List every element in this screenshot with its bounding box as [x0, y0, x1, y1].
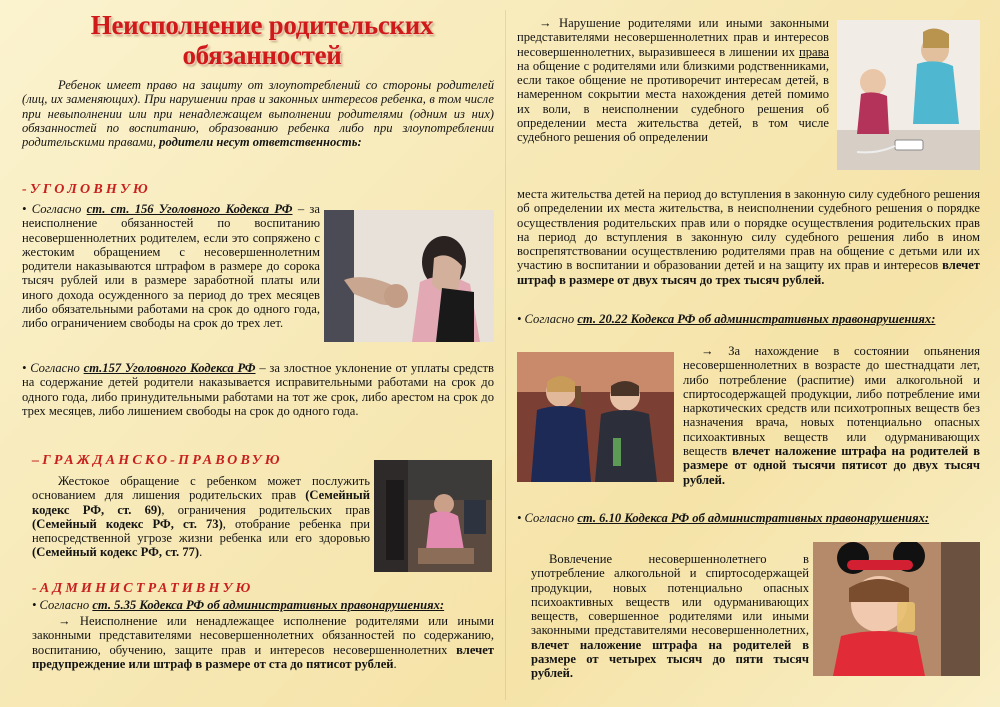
criminal-item-1-ref: ст. ст. 156 Уголовного Кодекса РФ	[86, 202, 293, 216]
intro-text: Ребенок имеет право на защиту от злоупотреблений со стороны родителей (лиц, их заменяющих). При нарушении прав и законных интересов ребенка, в том числе при невыполнении или при ненадлежащем выполнении родителями (одним из них) обязанностей по воспитанию, образованию ребенка либо при злоупотреблении родительскими правами,	[22, 78, 494, 150]
admin-bold: влечет предупреждение или штраф в размере от ста до пятисот рублей	[32, 642, 494, 671]
intro-bold: родители несут ответственность:	[159, 135, 362, 150]
right-cont-text: места жительства детей на период до вступления в законную силу судебного решения об определении их места жительства, в неисполнении судебного решения о порядке осуществления родительских прав или о порядке осуществления родительских прав на период до вступления в законную силу судебного решения либо в ином воспрепятствовании осуществлению родителями прав на общение с детьми или их участию в воспитании и образовании детей и на защиту их прав и интересов	[517, 187, 980, 273]
civil-text-3: , отобрание ребенка при непосредственной угрозе жизни ребенка или его здоровью	[32, 516, 370, 546]
right-top-text: → Нарушение родителями или иными законными представителями несовершеннолетних прав и интересов несовершеннолетних, выразившееся в лишении их	[517, 16, 829, 59]
criminal-heading: -УГОЛОВНУЮ	[22, 182, 151, 197]
civil-text-2: , ограничения родительских прав	[161, 502, 371, 517]
art2022-paragraph	[683, 344, 980, 487]
art2022-ref-link: ст. 20.22 Кодекса РФ об административных правонарушениях:	[577, 312, 936, 326]
admin-ref-prefix: • Согласно	[32, 598, 90, 612]
photo-girl-with-glass	[813, 542, 980, 676]
photo-teens-drinking	[517, 352, 674, 482]
art2022-bold: влечет наложение штрафа на родителей в размере от одной тысячи пятисот до двух тысяч рублей.	[683, 444, 980, 487]
art610-bold: влечет наложение штрафа на родителей в размере от четырех тысяч до пяти тысяч рублей.	[531, 637, 809, 681]
art610-ref	[517, 511, 980, 525]
admin-paragraph	[32, 614, 494, 671]
civil-ref-3: (Семейный кодекс РФ, ст. 77)	[32, 545, 200, 560]
art2022-ref	[517, 312, 980, 326]
admin-heading: -АДМИНИСТРАТИВНУЮ	[32, 581, 254, 596]
art2022-ref-prefix: • Согласно	[517, 312, 575, 326]
admin-ref-link: ст. 5.35 Кодекса РФ об административных правонарушениях:	[92, 598, 445, 612]
photo-children-outlet	[837, 20, 980, 170]
criminal-item-2-prefix: • Согласно	[22, 361, 80, 375]
photo-upset-girl	[374, 460, 492, 572]
page-title: Неисполнение родительских обязанностей	[90, 10, 434, 70]
right-top-text-2: на общение с родителями или близкими родственниками, если такое общение не противоречит интересам детей, в намеренном сокрытии места нахождения детей помимо их воли, в неисполнении судебного решения об определении места жительства детей, в том числе судебного решения об определении	[517, 58, 829, 145]
right-cont-bold: влечет штраф в размере от двух тысяч до трех тысяч рублей.	[517, 258, 980, 287]
criminal-item-1	[22, 202, 320, 331]
art2022-text: → За нахождение в состоянии опьянения несовершеннолетних в возрасте до шестнадцати лет, либо потребление (распитие) ими алкогольной и спиртосодержащей продукции, либо потребление ими наркотических средств или психотропных веществ без назначения врача, новых потенциально опасных психоактивных веществ или одурманивающих веществ	[683, 344, 980, 459]
admin-ref	[32, 598, 494, 612]
admin-text: → Неисполнение или ненадлежащее исполнение родителями или иными законными представителями несовершеннолетних обязанностей по содержанию, воспитанию, обучению, защите прав и интересов несовершеннолетних	[32, 614, 494, 657]
criminal-item-1-prefix: • Согласно	[22, 202, 82, 216]
art610-text: Вовлечение несовершеннолетнего в употребление алкогольной и спиртосодержащей продукции, новых потенциально опасных психоактивных веществ или одурманивающих веществ, совершенное родителями или иными законными представителями несовершеннолетних,	[531, 552, 809, 638]
criminal-item-2-text: – за злостное уклонение от уплаты средств на содержание детей родители наказывается исправительными работами на срок до одного года, либо принудительными работами на тот же срок, либо арестом на срок до трех месяцев, либо лишением свободы на срок до одного года.	[22, 361, 494, 418]
photo-domestic-violence	[324, 210, 494, 342]
civil-ref-2: (Семейный кодекс РФ, ст. 73)	[32, 516, 223, 531]
civil-text-1: Жестокое обращение с ребенком может послужить основанием для лишения родительских прав	[32, 474, 370, 503]
column-divider	[505, 10, 506, 700]
civil-heading: –ГРАЖДАНСКО-ПРАВОВУЮ	[32, 453, 283, 468]
admin-end: .	[393, 656, 397, 671]
intro-paragraph	[22, 78, 494, 149]
civil-paragraph	[32, 474, 370, 560]
criminal-item-1-text: – за неисполнение обязанностей по воспитанию несовершеннолетних родителем, если это сопряжено с жестоким обращением с несовершеннолетним родители наказываются штрафом в размере до сорока тысяч рублей или в размере заработной платы или иного дохода осужденного за период до трех месяцев либо обязательными работами на срок до одного года, либо ограничением свободы на срок до трех лет.	[22, 202, 320, 331]
rights-link: права	[799, 44, 829, 59]
right-column	[517, 6, 980, 706]
art610-ref-prefix: • Согласно	[517, 511, 575, 525]
civil-text-4: .	[199, 545, 203, 560]
criminal-item-2	[22, 361, 494, 418]
art610-ref-link: ст. 6.10 Кодекса РФ об административных правонарушениях:	[577, 511, 930, 525]
criminal-item-2-ref: ст.157 Уголовного Кодекса РФ	[83, 361, 256, 375]
right-top-paragraph	[517, 16, 829, 145]
art610-paragraph	[531, 552, 809, 681]
right-continued-paragraph	[517, 187, 980, 287]
left-column	[22, 6, 494, 706]
civil-ref-1: (Семейный кодекс РФ, ст. 69)	[32, 488, 371, 517]
